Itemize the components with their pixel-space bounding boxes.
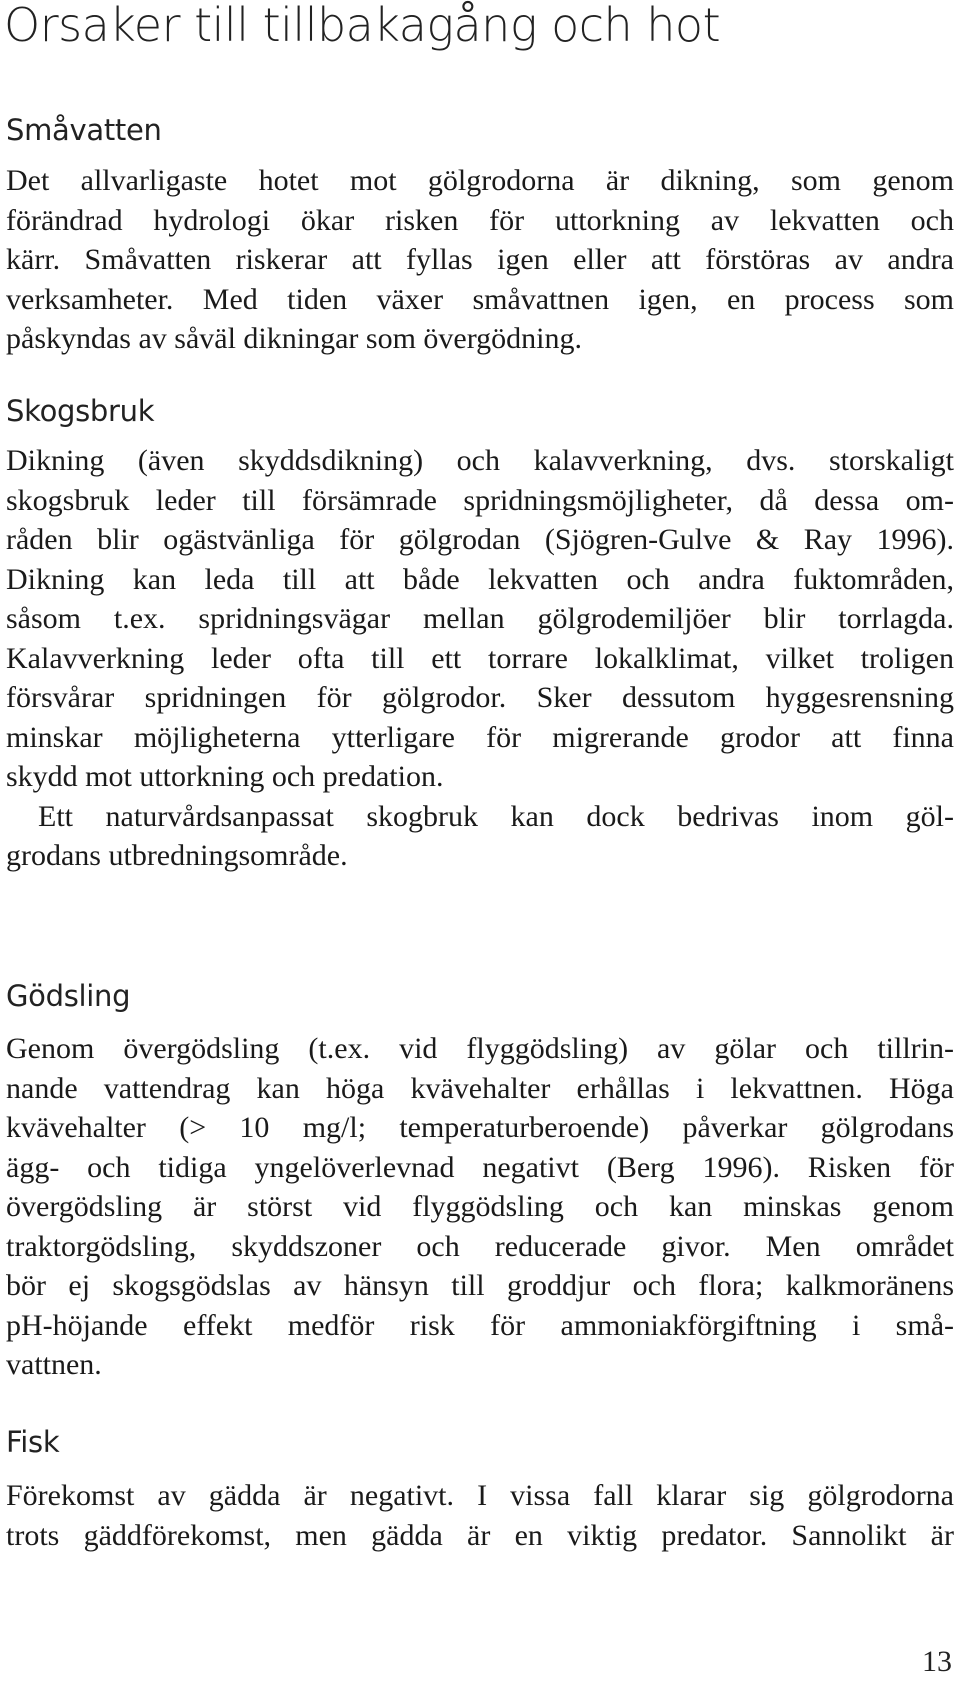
- heading-skogsbruk: Skogsbruk: [6, 394, 155, 428]
- text-line: verksamheter. Med tiden växer småvattnen igen, en process som: [6, 282, 954, 316]
- text-line: Förekomst av gädda är negativt. I vissa fall klarar sig gölgrodorna: [6, 1479, 954, 1512]
- text-line: Dikning (även skyddsdikning) och kalavverkning, dvs. storskaligt: [6, 444, 954, 477]
- paragraph-fisk: [6, 1476, 954, 1555]
- text-line: försvårar spridningen för gölgrodor. Sker dessutom hyggesrensning: [6, 681, 954, 714]
- text-line: Dikning kan leda till att både lekvatten och andra fuktområden,: [6, 562, 954, 596]
- text-line: skydd mot uttorkning och predation.: [6, 760, 444, 793]
- page-title: Orsaker till tillbakagång och hot: [4, 0, 721, 52]
- text-line: grodans utbredningsområde.: [6, 839, 348, 872]
- text-line: kvävehalter (> 10 mg/l; temperaturberoende) påverkar gölgrodans: [6, 1111, 954, 1144]
- text-line: minskar möjligheterna ytterligare för migrerande grodor att finna: [6, 720, 954, 754]
- text-line: Genom övergödsling (t.ex. vid flyggödsling) av gölar och tillrin-: [6, 1032, 954, 1065]
- heading-smavatten: Småvatten: [6, 113, 162, 147]
- text-line: Det allvarligaste hotet mot gölgrodorna är dikning, som genom: [6, 164, 954, 197]
- text-line: kärr. Småvatten riskerar att fyllas igen eller att förstöras av andra: [6, 243, 954, 276]
- heading-fisk: Fisk: [6, 1425, 60, 1459]
- page-number: 13: [922, 1645, 952, 1678]
- paragraph-godsling: [6, 1029, 954, 1385]
- text-line: påskyndas av såväl dikningar som övergödning.: [6, 322, 583, 355]
- heading-godsling: Gödsling: [6, 979, 131, 1013]
- text-line: skogsbruk leder till försämrade spridningsmöjligheter, då dessa om-: [6, 483, 954, 517]
- text-line: Ett naturvårdsanpassat skogbruk kan dock bedrivas inom göl-: [38, 799, 954, 833]
- text-line: nande vattendrag kan höga kvävehalter erhållas i lekvattnen. Höga: [6, 1071, 954, 1105]
- paragraph-smavatten: [6, 161, 954, 359]
- text-line: såsom t.ex. spridningsvägar mellan gölgrodemiljöer blir torrlagda.: [6, 602, 954, 635]
- text-line: bör ej skogsgödslas av hänsyn till groddjur och flora; kalkmoränens: [6, 1269, 954, 1302]
- paragraph-skogsbruk: [6, 441, 954, 876]
- text-line: vattnen.: [6, 1348, 102, 1381]
- text-line: övergödsling är störst vid flyggödsling och kan minskas genom: [6, 1190, 954, 1223]
- text-line: ägg- och tidiga yngelöverlevnad negativt (Berg 1996). Risken för: [6, 1150, 954, 1184]
- text-line: Kalavverkning leder ofta till ett torrare lokalklimat, vilket troligen: [6, 641, 954, 675]
- text-line: förändrad hydrologi ökar risken för uttorkning av lekvatten och: [6, 203, 954, 237]
- text-line: traktorgödsling, skyddszoner och reducerade givor. Men området: [6, 1229, 954, 1263]
- text-line: råden blir ogästvänliga för gölgrodan (Sjögren-Gulve & Ray 1996).: [6, 523, 954, 556]
- text-line: pH-höjande effekt medför risk för ammoniakförgiftning i små-: [6, 1308, 954, 1342]
- text-line: trots gäddförekomst, men gädda är en viktig predator. Sannolikt är: [6, 1518, 954, 1552]
